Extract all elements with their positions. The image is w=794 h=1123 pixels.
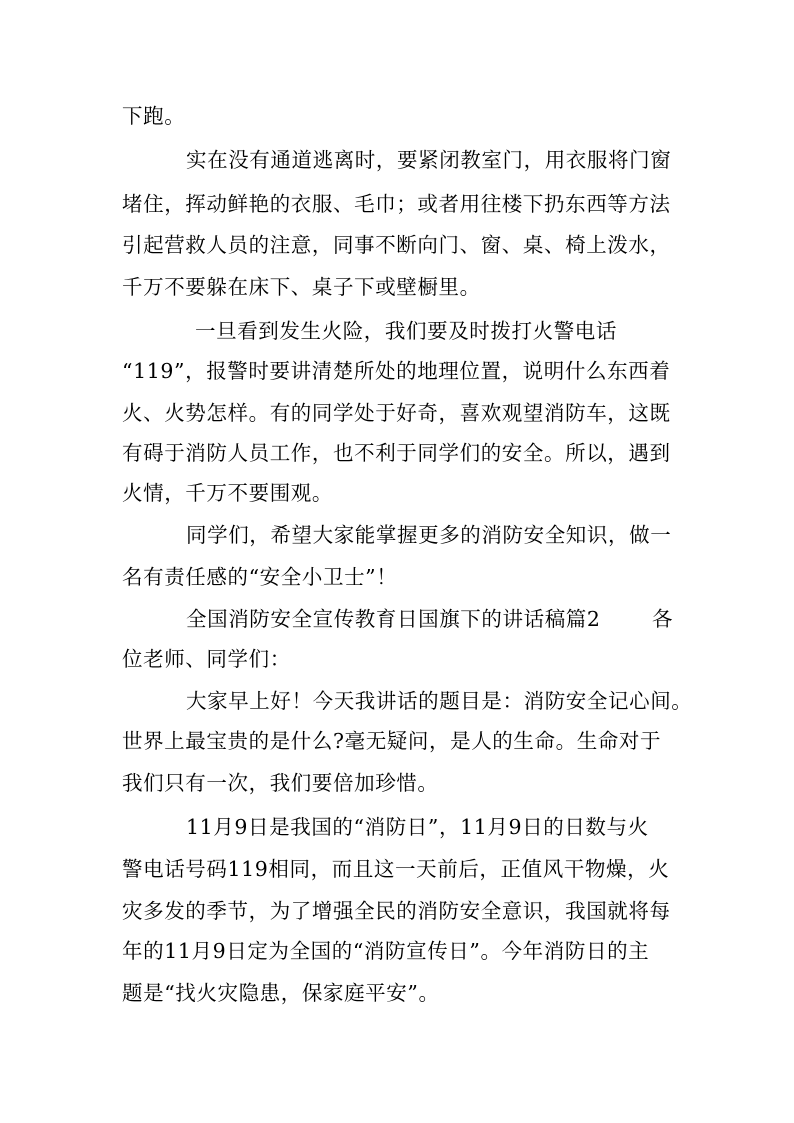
text-line: 一旦看到发生火险，我们要及时拨打火警电话 (195, 319, 617, 343)
text-line: 世界上最宝贵的是什么?毫无疑问，是人的生命。生命对于 (122, 729, 662, 753)
text-line: 火情，千万不要围观。 (122, 481, 333, 505)
text-line: 大家早上好！今天我讲话的题目是：消防安全记心间。 (186, 689, 693, 713)
text-line: 火、火势怎样。有的同学处于好奇，喜欢观望消防车，这既 (122, 401, 671, 425)
section-heading: 全国消防安全宣传教育日国旗下的讲话稿篇2 (186, 607, 601, 631)
text-line: 名有责任感的“安全小卫士”！ (122, 565, 398, 589)
text-line: 千万不要躲在床下、桌子下或壁橱里。 (122, 275, 481, 299)
text-fragment: 各 (652, 607, 673, 631)
text-line: 实在没有通道逃离时，要紧闭教室门，用衣服将门窗 (186, 148, 672, 172)
text-line: 堵住，挥动鲜艳的衣服、毛巾；或者用往楼下扔东西等方法 (122, 192, 671, 216)
text-line: 警电话号码119相同，而且这一天前后，正值风干物燥，火 (122, 857, 670, 881)
text-line: 下跑。 (122, 104, 186, 128)
text-line: 题是“找火灾隐患，保家庭平安”。 (122, 981, 440, 1005)
text-line: 年的11月9日定为全国的“消防宣传日”。今年消防日的主 (122, 939, 650, 963)
text-line: 我们只有一次，我们要倍加珍惜。 (122, 771, 439, 795)
text-line: 11月9日是我国的“消防日”，11月9日的日数与火 (186, 815, 649, 839)
text-line: 灾多发的季节，为了增强全民的消防安全意识，我国就将每 (122, 899, 671, 923)
text-line: 引起营救人员的注意，同事不断向门、窗、桌、椅上泼水， (122, 233, 671, 257)
text-line: “119”，报警时要讲清楚所处的地理位置，说明什么东西着 (122, 359, 671, 383)
text-line: 位老师、同学们： (122, 647, 291, 671)
text-line: 有碍于消防人员工作，也不利于同学们的安全。所以，遇到 (122, 441, 671, 465)
text-line: 同学们，希望大家能掌握更多的消防安全知识，做一 (186, 523, 672, 547)
